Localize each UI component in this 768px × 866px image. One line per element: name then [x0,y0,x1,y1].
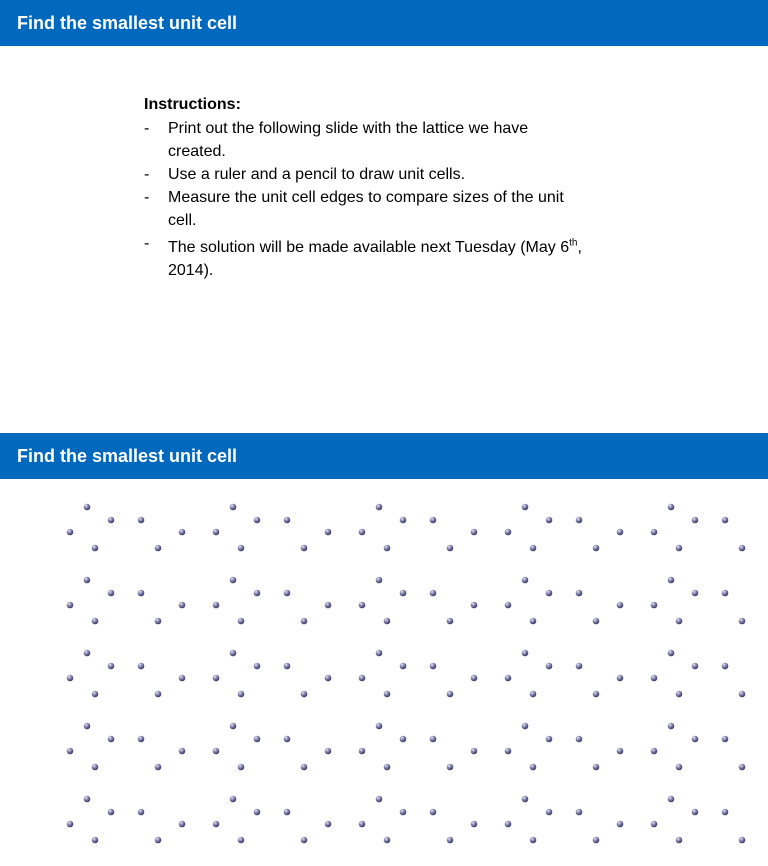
lattice-atom [447,764,454,771]
lattice-atom [179,821,186,828]
lattice-atom [692,809,699,816]
lattice-atom [400,663,407,670]
lattice-atom [67,821,74,828]
lattice-atom [651,529,658,536]
lattice-atom [359,675,366,682]
lattice-atom [254,517,261,524]
lattice-atom [67,602,74,609]
lattice-atom [84,577,91,584]
lattice-atom [739,764,746,771]
lattice-atom [230,723,237,730]
lattice-atom [430,736,437,743]
lattice-atom [617,529,624,536]
lattice-atom [230,577,237,584]
lattice-atom [651,675,658,682]
lattice-atom [546,663,553,670]
lattice-atom [384,618,391,625]
lattice-atom [284,590,291,597]
lattice-atom [593,618,600,625]
instruction-text: Print out the following slide with the lattice we have created. [168,120,529,160]
lattice-atom [676,545,683,552]
lattice-atom [668,723,675,730]
instruction-text-end: , 2014). [168,239,582,280]
lattice-atom [739,618,746,625]
slide-title: Find the smallest unit cell [0,0,768,46]
lattice-atom [284,663,291,670]
lattice-atom [593,837,600,844]
lattice-atom [108,663,115,670]
lattice-atom [213,748,220,755]
lattice-atom [325,602,332,609]
instruction-text: Use a ruler and a pencil to draw unit cells. [168,166,466,183]
lattice-atom [447,618,454,625]
lattice-atom [254,590,261,597]
lattice-atom [617,675,624,682]
lattice-atom [84,504,91,511]
instruction-text [168,239,582,279]
lattice-atom [430,517,437,524]
lattice-atom [284,736,291,743]
lattice-atom [447,545,454,552]
lattice-atom [430,663,437,670]
lattice-atom [67,675,74,682]
instruction-item [144,163,584,186]
lattice-atom [530,618,537,625]
lattice-atom [108,736,115,743]
lattice-atom [179,529,186,536]
lattice-atom [505,602,512,609]
lattice-atom [359,529,366,536]
lattice-atom [676,764,683,771]
lattice-atom [668,577,675,584]
lattice-atom [230,796,237,803]
lattice-atom [138,736,145,743]
lattice-atom [359,821,366,828]
lattice-atom [155,618,162,625]
lattice-atom [138,663,145,670]
lattice-atom [254,809,261,816]
instructions-heading: Instructions: [144,96,241,113]
lattice-atom [213,821,220,828]
lattice-atom [213,529,220,536]
lattice-atom [505,821,512,828]
lattice-atom [325,675,332,682]
lattice-atom [668,504,675,511]
lattice-atom [651,748,658,755]
lattice-atom [522,796,529,803]
lattice-atom [92,545,99,552]
lattice-atom [179,748,186,755]
lattice-atom [530,545,537,552]
lattice-atom [108,517,115,524]
lattice-atom [155,691,162,698]
lattice-atom [359,602,366,609]
lattice-atom [238,837,245,844]
lattice-atom [522,650,529,657]
lattice-atom [359,748,366,755]
lattice-atom [254,663,261,670]
lattice-atom [722,663,729,670]
lattice-atom [617,821,624,828]
instructions-list [144,117,584,282]
lattice-atom [668,650,675,657]
lattice-atom [471,748,478,755]
lattice-atom [155,545,162,552]
lattice-atom [376,650,383,657]
lattice-atom [447,837,454,844]
lattice-atom [213,602,220,609]
lattice-atom [213,675,220,682]
lattice-atom [430,809,437,816]
lattice-atom [179,675,186,682]
lattice-atom [138,590,145,597]
lattice-atom [676,618,683,625]
lattice-atom [84,796,91,803]
lattice-atom [593,545,600,552]
lattice-atom [546,736,553,743]
lattice-atom [692,736,699,743]
lattice-atom [471,529,478,536]
slide-lattice [0,433,768,866]
lattice-atom [301,691,308,698]
lattice-atom [284,809,291,816]
lattice-atom [692,590,699,597]
lattice-atom [84,650,91,657]
lattice-atom [668,796,675,803]
instruction-item [144,186,584,232]
lattice-atom [651,821,658,828]
lattice-atom [722,590,729,597]
bullet-dash: - [144,166,150,183]
lattice-atom [651,602,658,609]
lattice-atom [325,529,332,536]
bullet-dash: - [144,120,150,137]
lattice-atom [576,663,583,670]
lattice-diagram [0,479,768,866]
lattice-atom [576,517,583,524]
lattice-atom [400,809,407,816]
lattice-atom [400,590,407,597]
lattice-atom [92,691,99,698]
lattice-atom [301,545,308,552]
lattice-atom [238,545,245,552]
lattice-atom [238,691,245,698]
lattice-atom [617,748,624,755]
lattice-atom [447,691,454,698]
lattice-atom [254,736,261,743]
slide-title: Find the smallest unit cell [0,433,768,479]
lattice-atom [530,837,537,844]
lattice-atom [138,809,145,816]
lattice-atom [67,529,74,536]
lattice-atom [376,577,383,584]
lattice-atom [739,545,746,552]
lattice-atom [722,736,729,743]
ordinal-superscript: th [569,238,578,249]
lattice-atom [384,545,391,552]
lattice-atom [546,517,553,524]
lattice-atom [522,577,529,584]
lattice-atom [676,691,683,698]
lattice-atom [384,764,391,771]
lattice-atom [92,837,99,844]
lattice-atom [238,764,245,771]
lattice-atom [376,504,383,511]
lattice-atom [108,590,115,597]
lattice-atom [471,675,478,682]
instructions-block [144,94,584,282]
lattice-atom [546,809,553,816]
lattice-atom [384,837,391,844]
lattice-atom [530,691,537,698]
bullet-dash: - [144,235,150,252]
lattice-atom [739,837,746,844]
lattice-atom [530,764,537,771]
lattice-atom [692,663,699,670]
instruction-item [144,232,584,282]
lattice-atom [284,517,291,524]
lattice-atom [430,590,437,597]
instruction-text-start: The solution will be made available next Tuesday (May 6 [168,239,570,257]
lattice-atom [692,517,699,524]
lattice-atom [301,837,308,844]
lattice-atom [471,602,478,609]
lattice-atom [522,504,529,511]
lattice-atom [301,764,308,771]
lattice-atom [230,504,237,511]
lattice-atom [576,736,583,743]
lattice-atom [108,809,115,816]
lattice-atom [739,691,746,698]
lattice-atom [155,764,162,771]
lattice-atom [676,837,683,844]
lattice-atom [576,590,583,597]
lattice-atom [376,723,383,730]
lattice-atom [400,736,407,743]
lattice-atom [576,809,583,816]
lattice-atom [722,517,729,524]
lattice-atom [722,809,729,816]
lattice-atom [505,675,512,682]
lattice-atom [593,691,600,698]
lattice-atoms [67,504,746,844]
instruction-item [144,117,584,163]
lattice-atom [92,764,99,771]
lattice-atom [384,691,391,698]
lattice-atom [325,748,332,755]
lattice-atom [376,796,383,803]
lattice-atom [155,837,162,844]
lattice-atom [301,618,308,625]
lattice-atom [505,748,512,755]
lattice-atom [546,590,553,597]
lattice-atom [617,602,624,609]
lattice-atom [238,618,245,625]
bullet-dash: - [144,189,150,206]
lattice-atom [325,821,332,828]
lattice-atom [522,723,529,730]
lattice-atom [593,764,600,771]
lattice-atom [179,602,186,609]
lattice-atom [471,821,478,828]
instruction-text: Measure the unit cell edges to compare sizes of the unit cell. [168,189,564,229]
lattice-atom [400,517,407,524]
lattice-atom [92,618,99,625]
lattice-atom [505,529,512,536]
lattice-atom [230,650,237,657]
lattice-atom [67,748,74,755]
lattice-atom [138,517,145,524]
lattice-atom [84,723,91,730]
